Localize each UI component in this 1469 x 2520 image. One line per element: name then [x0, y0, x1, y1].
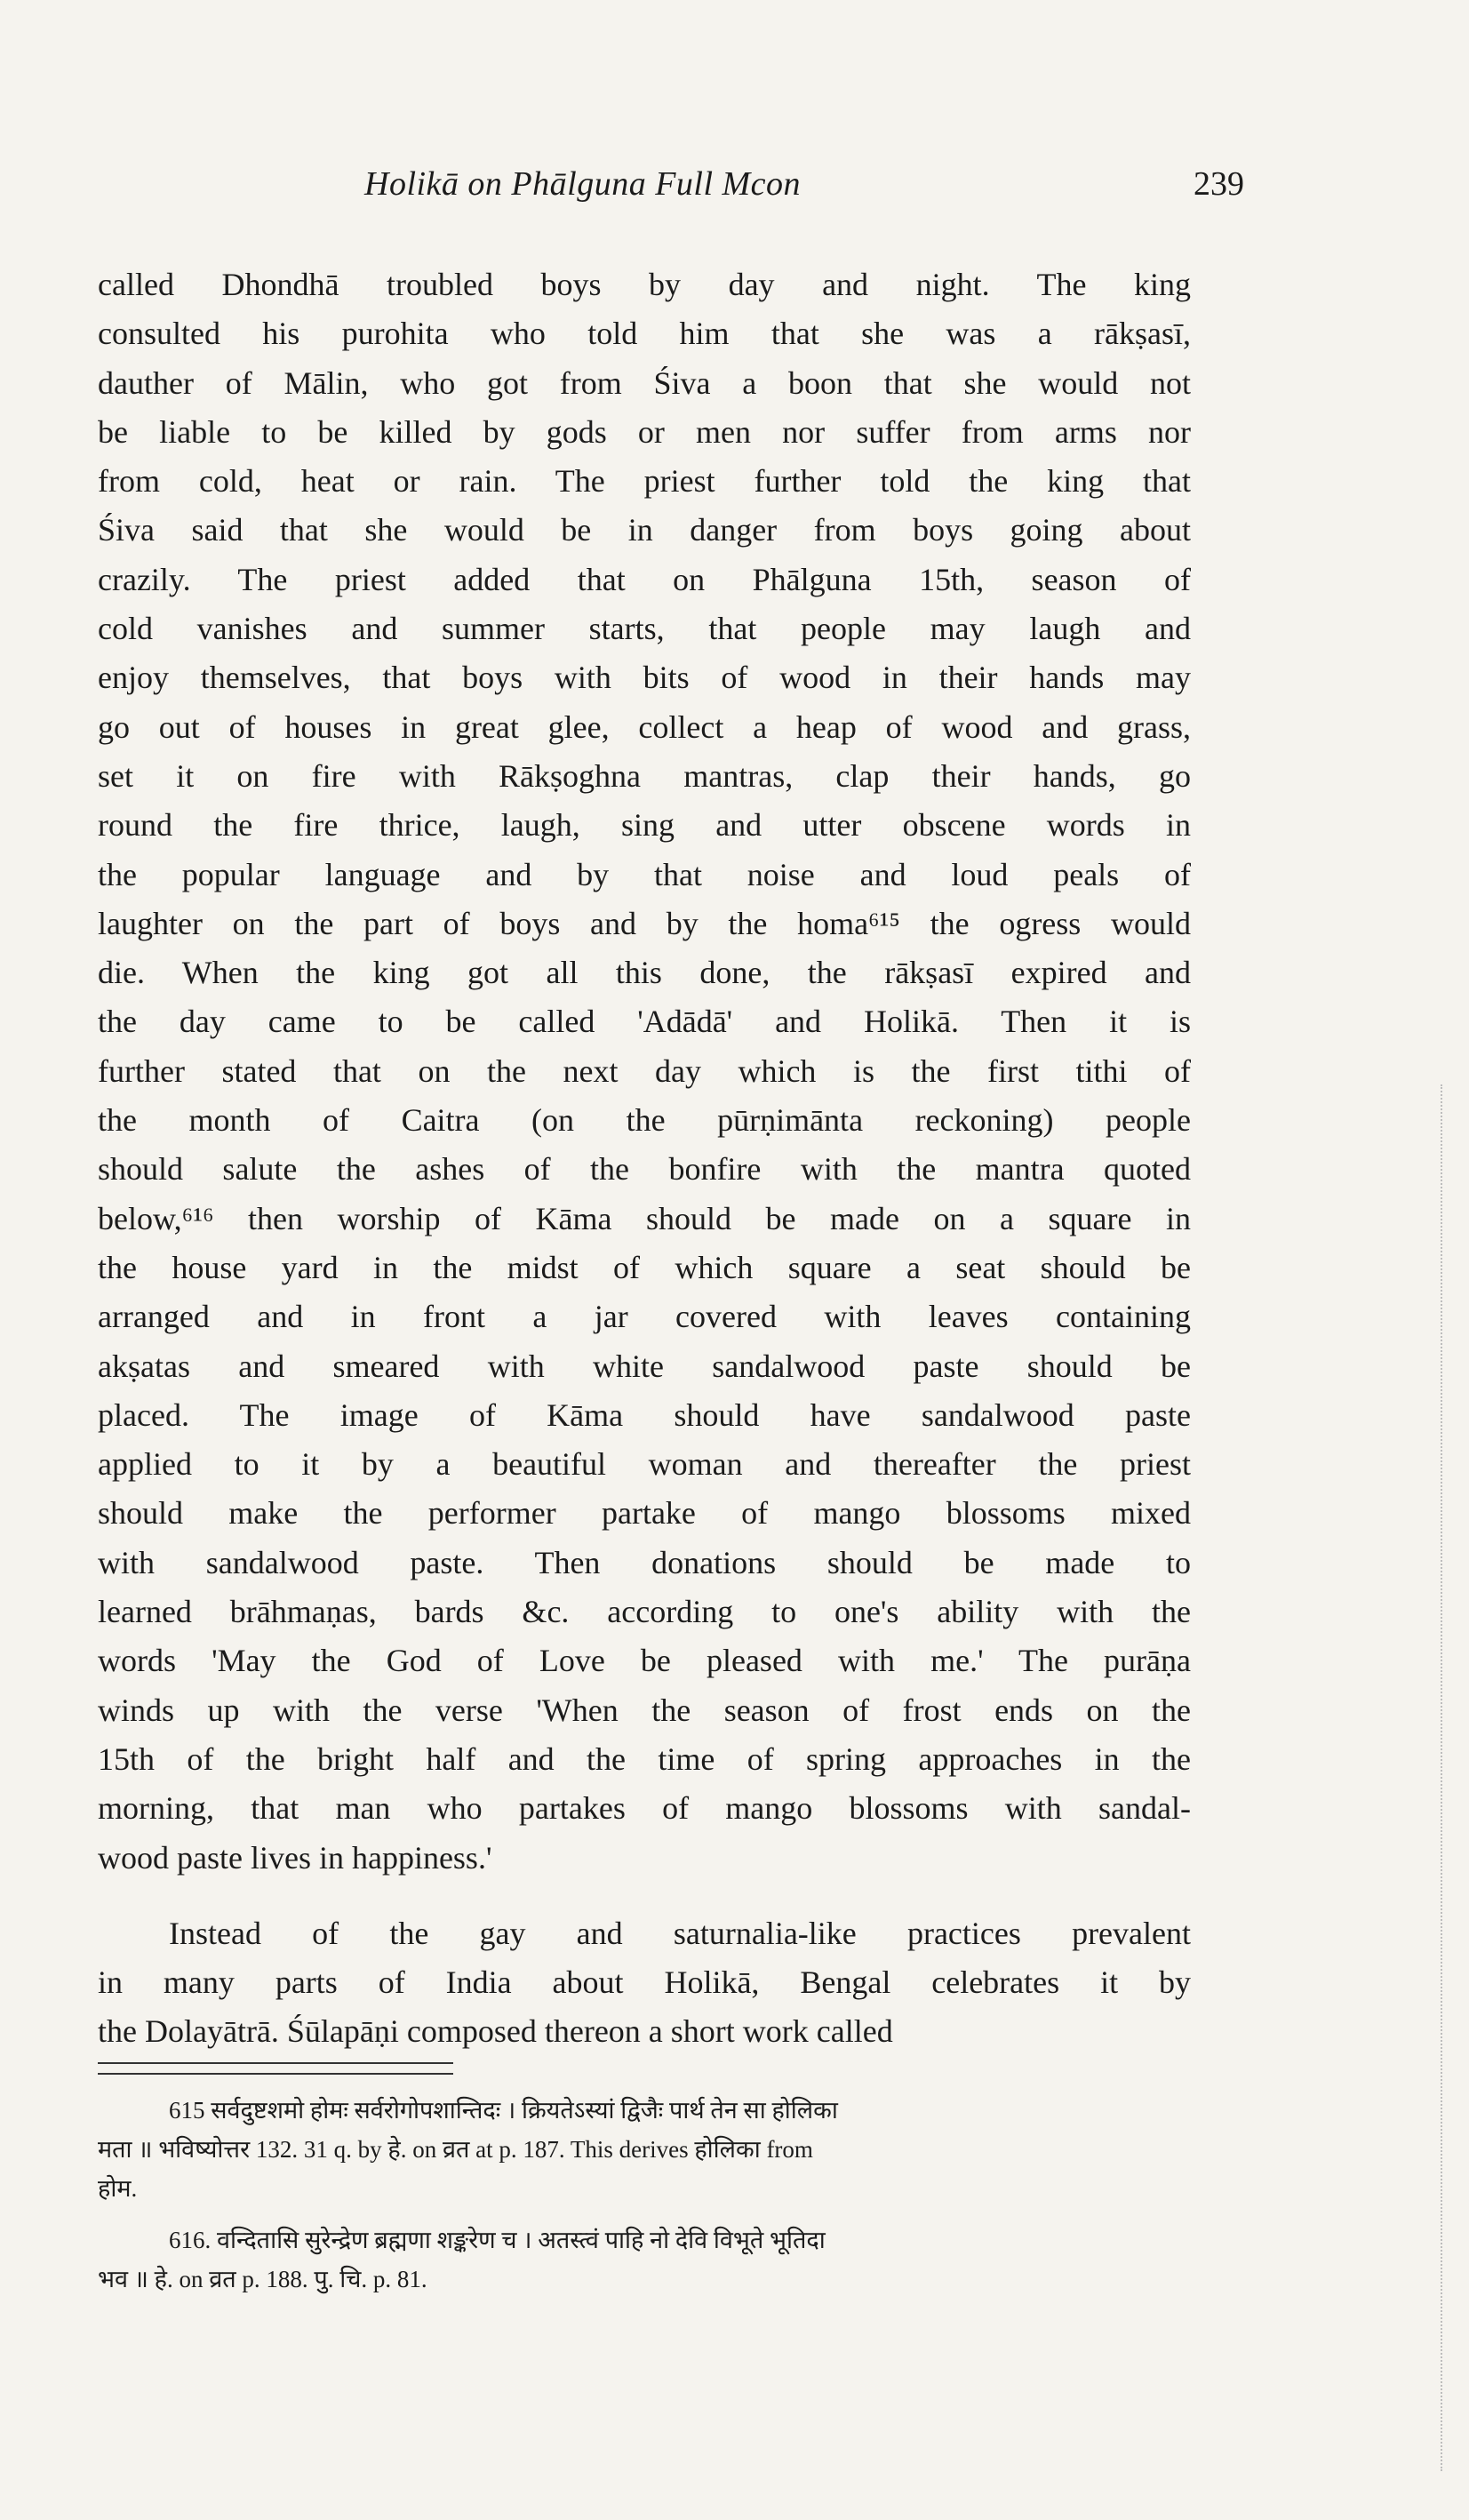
- text-line: set it on fire with Rākṣoghna mantras, clap their hands, go: [98, 757, 1191, 794]
- text-line: round the fire thrice, laugh, sing and utter obscene words in: [98, 807, 1191, 844]
- footnote-line: भव ॥ हे. on व्रत p. 188. पु. चि. p. 81.: [98, 2265, 427, 2292]
- text-line: laughter on the part of boys and by the homa⁶¹⁵ the ogress would: [98, 905, 1191, 941]
- text-line: should make the performer partake of mango blossoms mixed: [98, 1495, 1191, 1532]
- text-line: applied to it by a beautiful woman and thereafter the priest: [98, 1446, 1191, 1483]
- text-line: the day came to be called 'Adādā' and Holikā. Then it is: [98, 1004, 1191, 1040]
- page-number: 239: [1194, 165, 1244, 203]
- text-line: words 'May the God of Love be pleased with me.' The purāṇa: [98, 1643, 1191, 1679]
- footnote-separator: [98, 2062, 453, 2075]
- running-head: [98, 164, 1244, 218]
- text-line: the popular language and by that noise and loud peals of: [98, 856, 1191, 892]
- footnote-line: 615 सर्वदुष्टशमो होमः सर्वरोगोपशान्तिदः । क्रियतेऽस्यां द्विजैः पार्थ तेन सा होलिका: [169, 2096, 838, 2124]
- text-line: learned brāhmaṇas, bards &c. according to one's ability with the: [98, 1594, 1191, 1630]
- footnotes: [98, 2091, 1191, 2299]
- text-line: Śiva said that she would be in danger from boys going about: [98, 512, 1191, 548]
- text-line: Instead of the gay and saturnalia-like practices prevalent: [169, 1915, 1191, 1951]
- text-line: wood paste lives in happiness.': [98, 1839, 492, 1876]
- text-line: placed. The image of Kāma should have sandalwood paste: [98, 1396, 1191, 1433]
- text-line: in many parts of India about Holikā, Bengal celebrates it by: [98, 1964, 1191, 2001]
- running-title: Holikā on Phālguna Full Mcon: [364, 165, 802, 203]
- text-line: the month of Caitra (on the pūrṇimānta reckoning) people: [98, 1102, 1191, 1139]
- page-edge-border: [1440, 1084, 1442, 2471]
- body-paragraph-1: [98, 260, 1191, 1883]
- book-page: [98, 164, 1244, 2299]
- text-line: further stated that on the next day which is the first tithi of: [98, 1052, 1191, 1089]
- text-line: called Dhondhā troubled boys by day and night. The king: [98, 267, 1191, 302]
- text-line: morning, that man who partakes of mango blossoms with sandal-: [98, 1790, 1191, 1827]
- text-line: arranged and in front a jar covered with leaves containing: [98, 1299, 1191, 1335]
- text-line: die. When the king got all this done, the rākṣasī expired and: [98, 955, 1191, 991]
- text-line: dauther of Mālin, who got from Śiva a boon that she would not: [98, 364, 1191, 401]
- text-line: enjoy themselves, that boys with bits of wood in their hands may: [98, 660, 1191, 696]
- text-line: should salute the ashes of the bonfire with the mantra quoted: [98, 1151, 1191, 1188]
- text-line: the house yard in the midst of which square a seat should be: [98, 1249, 1191, 1285]
- footnote-line: होम.: [98, 2174, 138, 2202]
- text-line: cold vanishes and summer starts, that people may laugh and: [98, 611, 1191, 647]
- text-line: 15th of the bright half and the time of spring approaches in the: [98, 1740, 1191, 1777]
- text-line: winds up with the verse 'When the season of frost ends on the: [98, 1692, 1191, 1728]
- text-line: go out of houses in great glee, collect a heap of wood and grass,: [98, 708, 1191, 745]
- footnote-line: मता ॥ भविष्योत्तर 132. 31 q. by हे. on व्रत at p. 187. This derives होलिका from: [98, 2135, 813, 2163]
- text-line: be liable to be killed by gods or men nor suffer from arms nor: [98, 413, 1191, 450]
- footnote-615: [98, 2091, 1191, 2208]
- text-line: consulted his purohita who told him that she was a rākṣasī,: [98, 316, 1191, 352]
- text-line: with sandalwood paste. Then donations should be made to: [98, 1544, 1191, 1580]
- footnote-line: 616. वन्दितासि सुरेन्द्रेण ब्रह्मणा शङ्करेण च । अतस्त्वं पाहि नो देवि विभूते भूतिदा: [169, 2226, 826, 2253]
- text-line: below,⁶¹⁶ then worship of Kāma should be made on a square in: [98, 1200, 1191, 1236]
- body-paragraph-2: [98, 1909, 1191, 2057]
- text-line: the Dolayātrā. Śūlapāṇi composed thereon a short work called: [98, 2013, 893, 2050]
- text-line: from cold, heat or rain. The priest further told the king that: [98, 463, 1191, 500]
- text-line: akṣatas and smeared with white sandalwood paste should be: [98, 1348, 1191, 1384]
- text-line: crazily. The priest added that on Phālguna 15th, season of: [98, 561, 1191, 597]
- footnote-616: [98, 2220, 1191, 2299]
